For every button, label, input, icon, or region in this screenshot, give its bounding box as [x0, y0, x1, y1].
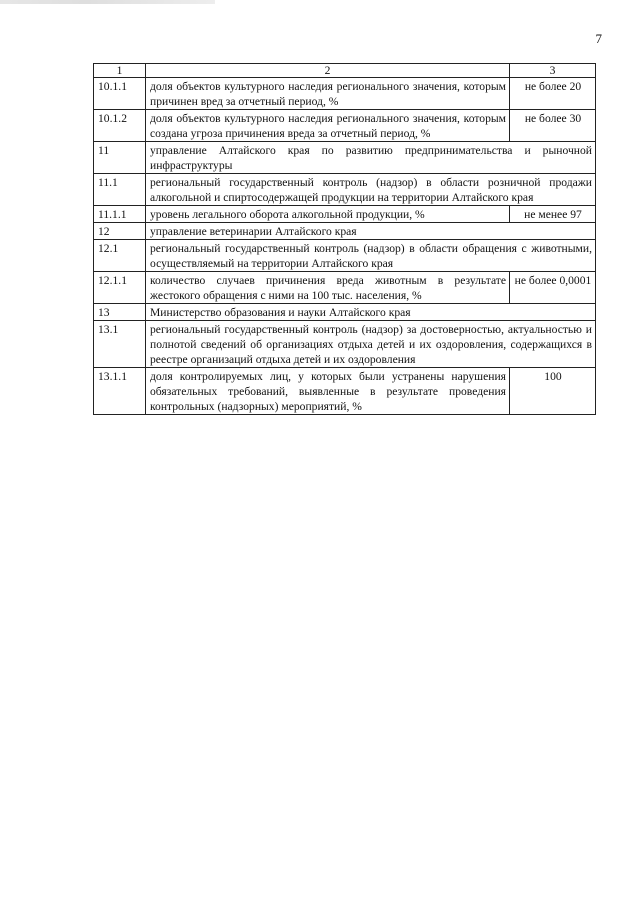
- table-row: [94, 223, 596, 240]
- row-description: доля контролируемых лиц, у которых были устранены нарушения обязательных требований, выявленные в результате проведения контрольных (надзорных) мероприятий, %: [146, 368, 510, 415]
- row-section-title: региональный государственный контроль (надзор) в области розничной продажи алкогольной и спиртосодержащей продукции на территории Алтайского края: [146, 174, 596, 206]
- table-row: [94, 321, 596, 368]
- row-number: 13.1.1: [94, 368, 146, 415]
- row-number: 11.1: [94, 174, 146, 206]
- scan-artifact: [0, 0, 215, 4]
- row-number: 10.1.1: [94, 78, 146, 110]
- row-number: 12.1: [94, 240, 146, 272]
- indicators-table: [93, 63, 596, 415]
- row-number: 11: [94, 142, 146, 174]
- row-number: 11.1.1: [94, 206, 146, 223]
- table-row: [94, 304, 596, 321]
- page-number: 7: [595, 31, 602, 46]
- row-value: не более 0,0001: [510, 272, 596, 304]
- header-cell-3: 3: [510, 64, 596, 78]
- table-row: [94, 142, 596, 174]
- row-number: 10.1.2: [94, 110, 146, 142]
- table-row: [94, 272, 596, 304]
- row-section-title: региональный государственный контроль (надзор) за достоверностью, актуальностью и полнотой сведений об организациях отдыха детей и их оздоровления, содержащихся в реестре организаций отдыха детей и их оздоровления: [146, 321, 596, 368]
- header-cell-1: 1: [94, 64, 146, 78]
- row-description: доля объектов культурного наследия регионального значения, которым причинен вред за отчетный период, %: [146, 78, 510, 110]
- row-number: 12: [94, 223, 146, 240]
- header-cell-2: 2: [146, 64, 510, 78]
- table-row: [94, 206, 596, 223]
- table-row: [94, 240, 596, 272]
- row-number: 13: [94, 304, 146, 321]
- row-description: количество случаев причинения вреда животным в результате жестокого обращения с ними на 100 тыс. населения, %: [146, 272, 510, 304]
- row-description: доля объектов культурного наследия регионального значения, которым создана угроза причинения вреда за отчетный период, %: [146, 110, 510, 142]
- table-row: [94, 110, 596, 142]
- table-row: [94, 368, 596, 415]
- row-number: 13.1: [94, 321, 146, 368]
- row-value: не менее 97: [510, 206, 596, 223]
- row-value: 100: [510, 368, 596, 415]
- row-section-title: управление Алтайского края по развитию предпринимательства и рыночной инфраструктуры: [146, 142, 596, 174]
- table-row: [94, 78, 596, 110]
- row-value: не более 20: [510, 78, 596, 110]
- row-section-title: региональный государственный контроль (надзор) в области обращения с животными, осуществляемый на территории Алтайского края: [146, 240, 596, 272]
- row-number: 12.1.1: [94, 272, 146, 304]
- row-section-title: управление ветеринарии Алтайского края: [146, 223, 596, 240]
- row-description: уровень легального оборота алкогольной продукции, %: [146, 206, 510, 223]
- table-row: [94, 174, 596, 206]
- table-header-row: [94, 64, 596, 78]
- row-section-title: Министерство образования и науки Алтайского края: [146, 304, 596, 321]
- row-value: не более 30: [510, 110, 596, 142]
